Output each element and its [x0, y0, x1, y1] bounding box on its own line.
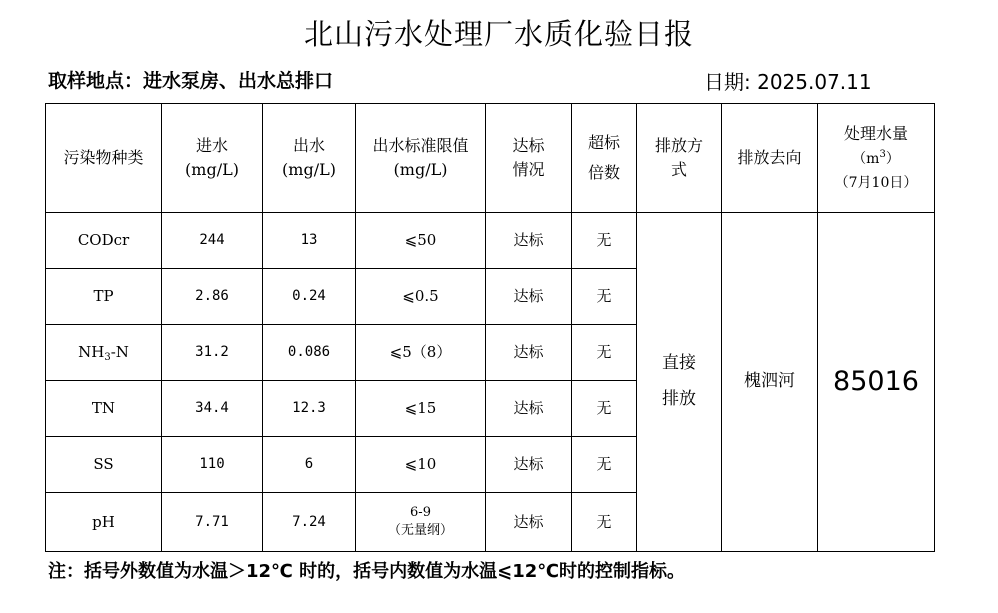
exceed-cell: 无: [572, 381, 637, 437]
pollutant-cell: CODcr: [46, 213, 162, 269]
influent-cell: 2.86: [162, 269, 263, 325]
exceed-cell: 无: [572, 213, 637, 269]
header-pollutant: 污染物种类: [46, 104, 162, 213]
influent-cell: 31.2: [162, 325, 263, 381]
limit-cell: ⩽50: [356, 213, 486, 269]
influent-cell: 110: [162, 437, 263, 493]
effluent-cell: 0.24: [263, 269, 356, 325]
water-quality-table: [45, 103, 935, 552]
exceed-cell: 无: [572, 269, 637, 325]
footnote: 注：括号外数值为水温＞12℃ 时的，括号内数值为水温⩽12℃时的控制指标。: [48, 561, 686, 582]
header-row: [46, 104, 935, 213]
discharge-dest-cell: 槐泗河: [722, 213, 818, 552]
pollutant-cell: TN: [46, 381, 162, 437]
header-effluent: 出水 (mg/L): [263, 104, 356, 213]
volume-cell: 85016: [818, 213, 935, 552]
header-discharge-dest: 排放去向: [722, 104, 818, 213]
effluent-cell: 12.3: [263, 381, 356, 437]
exceed-cell: 无: [572, 325, 637, 381]
pollutant-cell: $NH_3-N$: [46, 325, 162, 381]
pollutant-cell: TP: [46, 269, 162, 325]
exceed-cell: 无: [572, 493, 637, 552]
header-exceed: 超标 倍数: [572, 104, 637, 213]
status-cell: 达标: [486, 381, 572, 437]
status-cell: 达标: [486, 325, 572, 381]
sampling-site: 取样地点：进水泵房、出水总排口: [48, 70, 334, 92]
influent-cell: 244: [162, 213, 263, 269]
report-title: 北山污水处理厂水质化验日报: [303, 17, 694, 51]
limit-cell: ⩽10: [356, 437, 486, 493]
influent-cell: 34.4: [162, 381, 263, 437]
header-volume: 处理水量 $(m^3)$ （7月10日）: [818, 104, 935, 213]
discharge-method-cell: 直接 排放: [637, 213, 722, 552]
limit-cell: ⩽0.5: [356, 269, 486, 325]
effluent-cell: 6: [263, 437, 356, 493]
pollutant-cell: SS: [46, 437, 162, 493]
status-cell: 达标: [486, 493, 572, 552]
limit-cell: ⩽5（8）: [356, 325, 486, 381]
limit-cell: 6-9 （无量纲）: [356, 493, 486, 552]
effluent-cell: 0.086: [263, 325, 356, 381]
status-cell: 达标: [486, 213, 572, 269]
effluent-cell: 13: [263, 213, 356, 269]
header-limit: 出水标准限值 (mg/L): [356, 104, 486, 213]
pollutant-cell: pH: [46, 493, 162, 552]
header-compliance: 达标 情况: [486, 104, 572, 213]
exceed-cell: 无: [572, 437, 637, 493]
effluent-cell: 7.24: [263, 493, 356, 552]
header-influent: 进水 (mg/L): [162, 104, 263, 213]
influent-cell: 7.71: [162, 493, 263, 552]
limit-cell: ⩽15: [356, 381, 486, 437]
table-row: [46, 213, 935, 269]
status-cell: 达标: [486, 269, 572, 325]
header-discharge-method: 排放方 式: [637, 104, 722, 213]
report-date: 日期: 2025.07.11: [704, 70, 872, 94]
status-cell: 达标: [486, 437, 572, 493]
